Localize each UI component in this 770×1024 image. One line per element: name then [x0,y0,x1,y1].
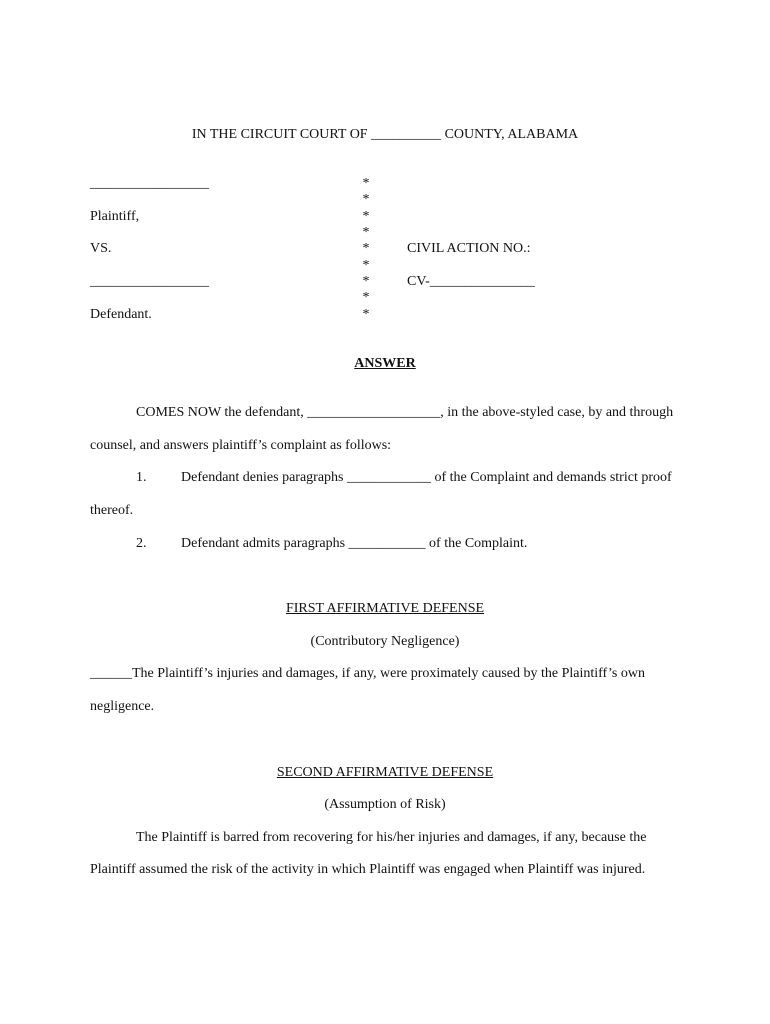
caption-separator-star: * [362,241,370,256]
caption-separator-star: * [362,176,370,191]
caption-separator-star: * [362,307,370,322]
caption-separator-star: * [362,290,370,305]
caption-separator-star: * [362,209,370,224]
caption-separator-star: * [362,258,370,273]
first-defense-line-2: negligence. [90,699,155,714]
versus-label: VS. [90,241,112,256]
item-number: 1. [136,470,147,485]
defendant-name-blank: _________________ [90,274,209,289]
second-defense-subheading: (Assumption of Risk) [324,797,446,812]
item-admits-text: Defendant admits paragraphs ___________ of the Complaint. [181,536,528,551]
caption-separator-star: * [362,225,370,240]
second-defense-heading: SECOND AFFIRMATIVE DEFENSE [276,765,494,780]
defendant-label: Defendant. [90,307,152,322]
second-defense-line-2: Plaintiff assumed the risk of the activity in which Plaintiff was engaged when Plaintiff was injured. [90,862,646,877]
plaintiff-name-blank: _________________ [90,176,209,191]
answer-intro-line-1: COMES NOW the defendant, ___________________, in the above-styled case, by and through [136,405,674,420]
answer-heading: ANSWER [354,356,416,371]
item-denies-text: Defendant denies paragraphs ____________ of the Complaint and demands strict proof [181,470,672,485]
first-defense-subheading: (Contributory Negligence) [310,634,460,649]
answer-intro-line-2: counsel, and answers plaintiff’s complaint as follows: [90,438,392,453]
item-denies-continuation: thereof. [90,503,134,518]
case-number: CV-_______________ [407,274,535,289]
second-defense-line-1: The Plaintiff is barred from recovering for his/her injuries and damages, if any, because the [136,830,647,845]
first-defense-heading: FIRST AFFIRMATIVE DEFENSE [285,601,485,616]
caption-separator-star: * [362,192,370,207]
item-number: 2. [136,536,147,551]
plaintiff-label: Plaintiff, [90,209,140,224]
civil-action-label: CIVIL ACTION NO.: [407,241,531,256]
first-defense-line-1: ______The Plaintiff’s injuries and damages, if any, were proximately caused by the Plaintiff’s own [90,666,645,681]
court-title: IN THE CIRCUIT COURT OF __________ COUNTY, ALABAMA [191,127,579,142]
caption-separator-star: * [362,274,370,289]
